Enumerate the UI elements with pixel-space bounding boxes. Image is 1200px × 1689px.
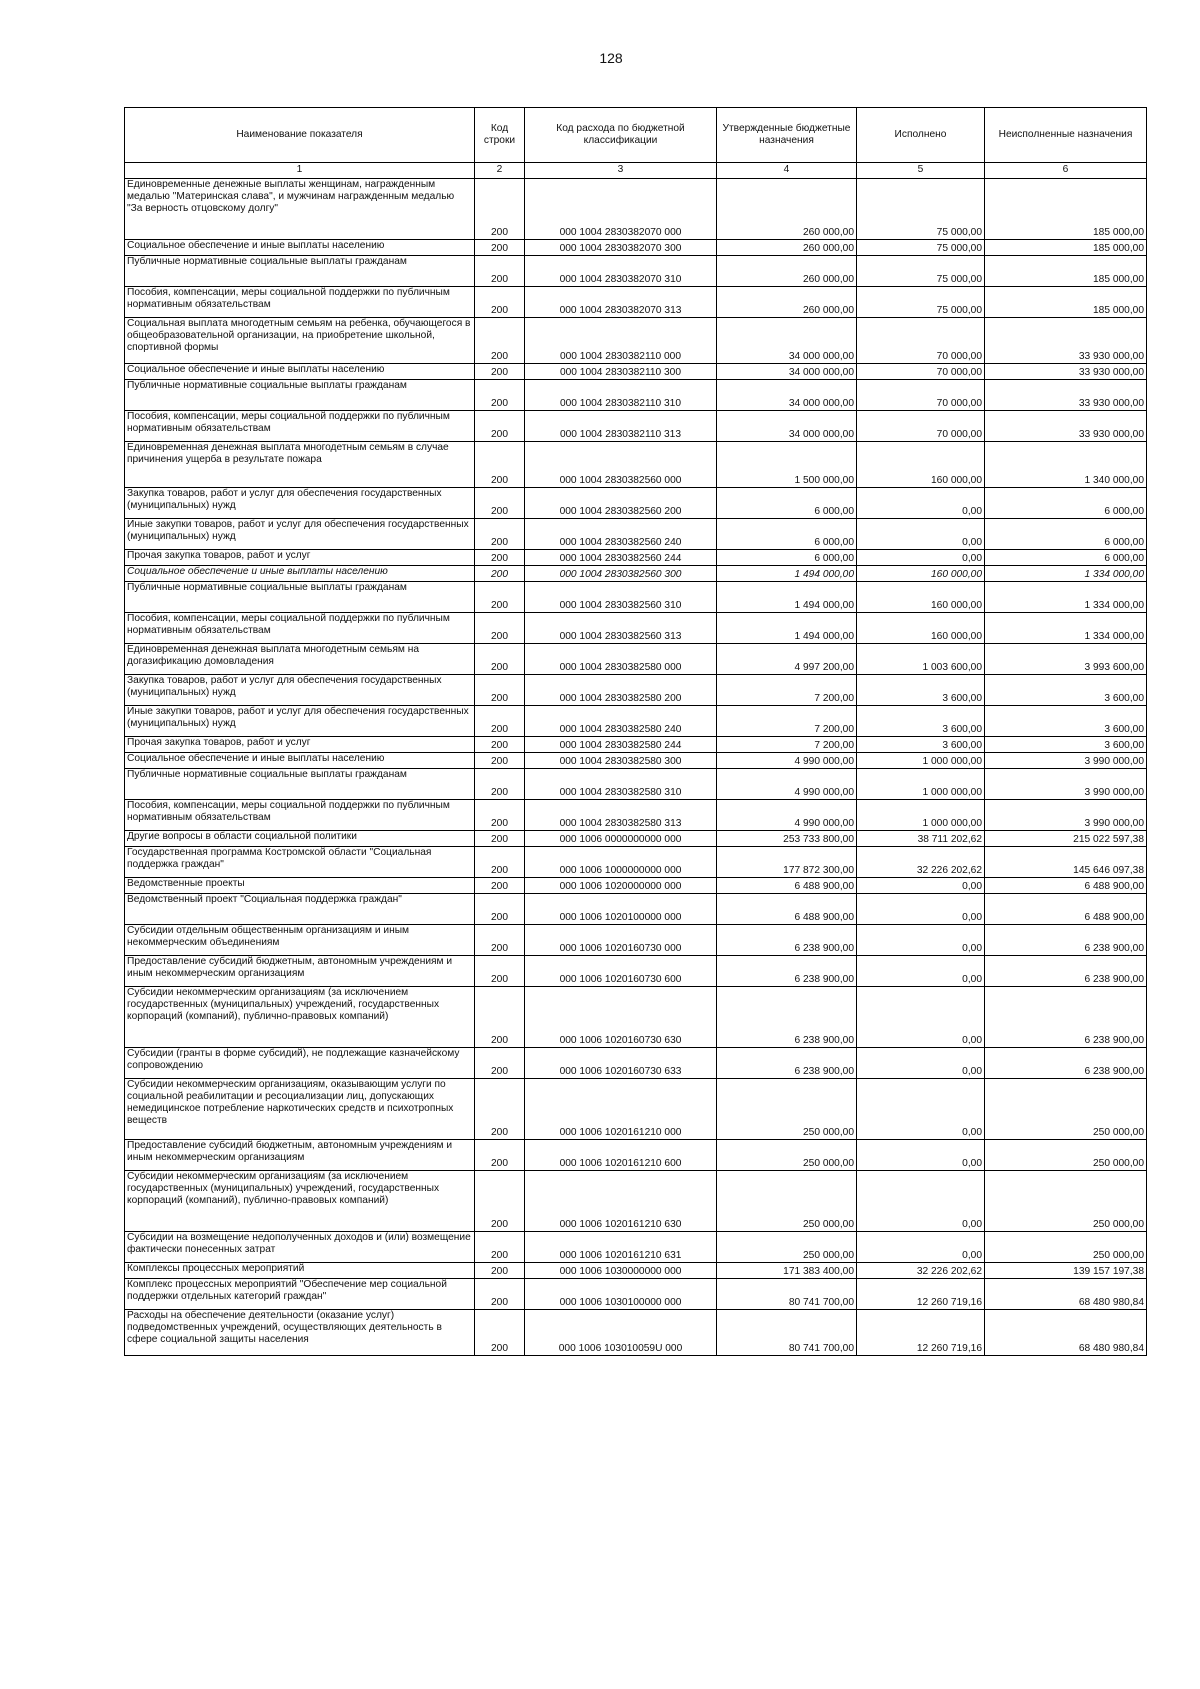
row-unexecuted-amount: 68 480 980,84 — [985, 1310, 1147, 1356]
row-executed-amount: 160 000,00 — [857, 613, 985, 644]
row-unexecuted-amount: 68 480 980,84 — [985, 1279, 1147, 1310]
table-row — [125, 753, 1147, 769]
row-executed-amount: 0,00 — [857, 488, 985, 519]
row-line-code: 200 — [475, 894, 525, 925]
page-number: 128 — [599, 50, 623, 66]
row-line-code: 200 — [475, 925, 525, 956]
row-approved-amount: 6 000,00 — [717, 550, 857, 566]
row-budget-code: 000 1006 1020161210 600 — [525, 1140, 717, 1171]
row-indicator-name: Субсидии на возмещение недополученных доходов и (или) возмещение фактически понесенных затрат — [125, 1232, 475, 1263]
table-row — [125, 737, 1147, 753]
column-number: 1 — [125, 163, 475, 179]
row-unexecuted-amount: 6 238 900,00 — [985, 1048, 1147, 1079]
row-indicator-name: Публичные нормативные социальные выплаты гражданам — [125, 380, 475, 411]
row-budget-code: 000 1004 2830382580 244 — [525, 737, 717, 753]
column-number: 4 — [717, 163, 857, 179]
row-budget-code: 000 1004 2830382580 313 — [525, 800, 717, 831]
row-indicator-name: Субсидии отдельным общественным организациям и иным некоммерческим объединениям — [125, 925, 475, 956]
table-row — [125, 582, 1147, 613]
row-approved-amount: 1 494 000,00 — [717, 566, 857, 582]
row-budget-code: 000 1004 2830382110 300 — [525, 364, 717, 380]
row-line-code: 200 — [475, 488, 525, 519]
table-row — [125, 380, 1147, 411]
row-indicator-name: Прочая закупка товаров, работ и услуг — [125, 737, 475, 753]
row-budget-code: 000 1006 1020161210 630 — [525, 1171, 717, 1232]
table-row — [125, 706, 1147, 737]
row-approved-amount: 260 000,00 — [717, 256, 857, 287]
row-indicator-name: Социальное обеспечение и иные выплаты населению — [125, 566, 475, 582]
row-budget-code: 000 1006 1020100000 000 — [525, 894, 717, 925]
row-unexecuted-amount: 1 340 000,00 — [985, 442, 1147, 488]
table-row — [125, 1279, 1147, 1310]
row-approved-amount: 1 500 000,00 — [717, 442, 857, 488]
row-unexecuted-amount: 3 993 600,00 — [985, 644, 1147, 675]
row-unexecuted-amount: 6 000,00 — [985, 488, 1147, 519]
row-budget-code: 000 1004 2830382560 313 — [525, 613, 717, 644]
row-executed-amount: 3 600,00 — [857, 675, 985, 706]
row-approved-amount: 250 000,00 — [717, 1140, 857, 1171]
row-indicator-name: Закупка товаров, работ и услуг для обеспечения государственных (муниципальных) нужд — [125, 675, 475, 706]
row-budget-code: 000 1006 1020161210 000 — [525, 1079, 717, 1140]
table-row — [125, 519, 1147, 550]
header-row — [125, 108, 1147, 163]
row-line-code: 200 — [475, 380, 525, 411]
row-budget-code: 000 1004 2830382070 313 — [525, 287, 717, 318]
row-executed-amount: 3 600,00 — [857, 706, 985, 737]
row-line-code: 200 — [475, 737, 525, 753]
row-unexecuted-amount: 3 990 000,00 — [985, 753, 1147, 769]
table-row — [125, 1048, 1147, 1079]
row-executed-amount: 0,00 — [857, 1140, 985, 1171]
row-executed-amount: 1 000 000,00 — [857, 753, 985, 769]
table-row — [125, 256, 1147, 287]
table-row — [125, 318, 1147, 364]
row-executed-amount: 70 000,00 — [857, 364, 985, 380]
row-unexecuted-amount: 6 000,00 — [985, 550, 1147, 566]
row-line-code: 200 — [475, 675, 525, 706]
row-budget-code: 000 1006 0000000000 000 — [525, 831, 717, 847]
row-indicator-name: Государственная программа Костромской области "Социальная поддержка граждан" — [125, 847, 475, 878]
row-unexecuted-amount: 1 334 000,00 — [985, 582, 1147, 613]
row-line-code: 200 — [475, 364, 525, 380]
row-line-code: 200 — [475, 1171, 525, 1232]
row-approved-amount: 7 200,00 — [717, 737, 857, 753]
row-approved-amount: 6 238 900,00 — [717, 956, 857, 987]
row-executed-amount: 75 000,00 — [857, 179, 985, 240]
row-budget-code: 000 1004 2830382560 244 — [525, 550, 717, 566]
row-budget-code: 000 1004 2830382560 240 — [525, 519, 717, 550]
row-unexecuted-amount: 6 488 900,00 — [985, 878, 1147, 894]
row-executed-amount: 160 000,00 — [857, 582, 985, 613]
row-approved-amount: 7 200,00 — [717, 675, 857, 706]
column-number-row — [125, 163, 1147, 179]
row-executed-amount: 75 000,00 — [857, 240, 985, 256]
table-row — [125, 847, 1147, 878]
row-executed-amount: 32 226 202,62 — [857, 847, 985, 878]
row-approved-amount: 7 200,00 — [717, 706, 857, 737]
row-indicator-name: Субсидии некоммерческим организациям (за исключением государственных (муниципальных) учреждений, государственных корпораций (компаний), публично-правовых компаний) — [125, 987, 475, 1048]
row-unexecuted-amount: 250 000,00 — [985, 1232, 1147, 1263]
row-unexecuted-amount: 1 334 000,00 — [985, 613, 1147, 644]
row-executed-amount: 1 000 000,00 — [857, 769, 985, 800]
row-budget-code: 000 1006 1000000000 000 — [525, 847, 717, 878]
row-executed-amount: 160 000,00 — [857, 566, 985, 582]
row-unexecuted-amount: 3 600,00 — [985, 675, 1147, 706]
row-executed-amount: 70 000,00 — [857, 411, 985, 442]
row-budget-code: 000 1004 2830382580 000 — [525, 644, 717, 675]
row-indicator-name: Социальное обеспечение и иные выплаты населению — [125, 364, 475, 380]
row-executed-amount: 0,00 — [857, 1079, 985, 1140]
header-line-code: Код строки — [475, 108, 525, 163]
row-unexecuted-amount: 6 000,00 — [985, 519, 1147, 550]
header-indicator-name: Наименование показателя — [125, 108, 475, 163]
row-indicator-name: Предоставление субсидий бюджетным, автономным учреждениям и иным некоммерческим организациям — [125, 956, 475, 987]
row-unexecuted-amount: 215 022 597,38 — [985, 831, 1147, 847]
row-line-code: 200 — [475, 1079, 525, 1140]
row-executed-amount: 1 003 600,00 — [857, 644, 985, 675]
row-indicator-name: Публичные нормативные социальные выплаты гражданам — [125, 256, 475, 287]
row-indicator-name: Пособия, компенсации, меры социальной поддержки по публичным нормативным обязательствам — [125, 411, 475, 442]
row-approved-amount: 34 000 000,00 — [717, 364, 857, 380]
row-indicator-name: Социальное обеспечение и иные выплаты населению — [125, 753, 475, 769]
row-line-code: 200 — [475, 613, 525, 644]
row-unexecuted-amount: 1 334 000,00 — [985, 566, 1147, 582]
row-line-code: 200 — [475, 1310, 525, 1356]
row-unexecuted-amount: 6 238 900,00 — [985, 956, 1147, 987]
row-indicator-name: Пособия, компенсации, меры социальной поддержки по публичным нормативным обязательствам — [125, 287, 475, 318]
row-budget-code: 000 1004 2830382110 313 — [525, 411, 717, 442]
row-budget-code: 000 1004 2830382580 310 — [525, 769, 717, 800]
row-budget-code: 000 1006 1020160730 000 — [525, 925, 717, 956]
row-line-code: 200 — [475, 566, 525, 582]
row-approved-amount: 34 000 000,00 — [717, 318, 857, 364]
row-indicator-name: Социальное обеспечение и иные выплаты населению — [125, 240, 475, 256]
row-line-code: 200 — [475, 240, 525, 256]
row-budget-code: 000 1004 2830382580 240 — [525, 706, 717, 737]
row-executed-amount: 75 000,00 — [857, 256, 985, 287]
row-executed-amount: 160 000,00 — [857, 442, 985, 488]
row-approved-amount: 260 000,00 — [717, 240, 857, 256]
row-line-code: 200 — [475, 318, 525, 364]
table-row — [125, 364, 1147, 380]
row-indicator-name: Пособия, компенсации, меры социальной поддержки по публичным нормативным обязательствам — [125, 800, 475, 831]
row-executed-amount: 3 600,00 — [857, 737, 985, 753]
row-executed-amount: 75 000,00 — [857, 287, 985, 318]
row-unexecuted-amount: 185 000,00 — [985, 179, 1147, 240]
table-row — [125, 1263, 1147, 1279]
row-budget-code: 000 1004 2830382560 300 — [525, 566, 717, 582]
table-row — [125, 287, 1147, 318]
row-unexecuted-amount: 3 600,00 — [985, 706, 1147, 737]
row-line-code: 200 — [475, 831, 525, 847]
row-approved-amount: 1 494 000,00 — [717, 582, 857, 613]
row-approved-amount: 250 000,00 — [717, 1079, 857, 1140]
row-executed-amount: 12 260 719,16 — [857, 1310, 985, 1356]
row-line-code: 200 — [475, 287, 525, 318]
row-approved-amount: 34 000 000,00 — [717, 380, 857, 411]
row-budget-code: 000 1006 103010059U 000 — [525, 1310, 717, 1356]
row-budget-code: 000 1004 2830382580 200 — [525, 675, 717, 706]
row-indicator-name: Прочая закупка товаров, работ и услуг — [125, 550, 475, 566]
row-unexecuted-amount: 185 000,00 — [985, 256, 1147, 287]
row-approved-amount: 1 494 000,00 — [717, 613, 857, 644]
table-row — [125, 987, 1147, 1048]
row-unexecuted-amount: 250 000,00 — [985, 1171, 1147, 1232]
row-indicator-name: Субсидии некоммерческим организациям (за исключением государственных (муниципальных) учреждений, государственных корпораций (компаний), публично-правовых компаний) — [125, 1171, 475, 1232]
row-line-code: 200 — [475, 1048, 525, 1079]
row-line-code: 200 — [475, 753, 525, 769]
table-row — [125, 800, 1147, 831]
row-approved-amount: 6 488 900,00 — [717, 894, 857, 925]
table-row — [125, 550, 1147, 566]
row-approved-amount: 260 000,00 — [717, 287, 857, 318]
row-line-code: 200 — [475, 1279, 525, 1310]
row-unexecuted-amount: 3 600,00 — [985, 737, 1147, 753]
row-approved-amount: 171 383 400,00 — [717, 1263, 857, 1279]
row-approved-amount: 6 238 900,00 — [717, 987, 857, 1048]
row-unexecuted-amount: 3 990 000,00 — [985, 800, 1147, 831]
row-line-code: 200 — [475, 256, 525, 287]
row-budget-code: 000 1006 1020160730 600 — [525, 956, 717, 987]
row-indicator-name: Закупка товаров, работ и услуг для обеспечения государственных (муниципальных) нужд — [125, 488, 475, 519]
row-line-code: 200 — [475, 644, 525, 675]
row-budget-code: 000 1006 1030000000 000 — [525, 1263, 717, 1279]
row-approved-amount: 80 741 700,00 — [717, 1310, 857, 1356]
header-executed: Исполнено — [857, 108, 985, 163]
row-budget-code: 000 1006 1020160730 633 — [525, 1048, 717, 1079]
row-executed-amount: 0,00 — [857, 987, 985, 1048]
row-unexecuted-amount: 250 000,00 — [985, 1140, 1147, 1171]
row-line-code: 200 — [475, 1140, 525, 1171]
table-row — [125, 1171, 1147, 1232]
row-indicator-name: Субсидии некоммерческим организациям, оказывающим услуги по социальной реабилитации и ресоциализации лиц, допускающих немедицинское потребление наркотических средств и психотропных веществ — [125, 1079, 475, 1140]
row-line-code: 200 — [475, 800, 525, 831]
row-budget-code: 000 1004 2830382560 000 — [525, 442, 717, 488]
row-executed-amount: 70 000,00 — [857, 318, 985, 364]
row-approved-amount: 4 990 000,00 — [717, 753, 857, 769]
budget-execution-table — [124, 107, 1147, 1356]
table-row — [125, 1140, 1147, 1171]
table-row — [125, 769, 1147, 800]
row-line-code: 200 — [475, 956, 525, 987]
row-executed-amount: 0,00 — [857, 1232, 985, 1263]
table-row — [125, 831, 1147, 847]
row-unexecuted-amount: 185 000,00 — [985, 287, 1147, 318]
row-approved-amount: 260 000,00 — [717, 179, 857, 240]
row-executed-amount: 0,00 — [857, 1048, 985, 1079]
row-approved-amount: 6 488 900,00 — [717, 878, 857, 894]
table-row — [125, 442, 1147, 488]
header-unexecuted: Неисполненные назначения — [985, 108, 1147, 163]
column-number: 6 — [985, 163, 1147, 179]
row-line-code: 200 — [475, 847, 525, 878]
row-line-code: 200 — [475, 769, 525, 800]
row-approved-amount: 250 000,00 — [717, 1232, 857, 1263]
row-indicator-name: Комплекс процессных мероприятий "Обеспечение мер социальной поддержки отдельных категорий граждан" — [125, 1279, 475, 1310]
header-approved: Утвержденные бюджетные назначения — [717, 108, 857, 163]
row-unexecuted-amount: 33 930 000,00 — [985, 364, 1147, 380]
table-row — [125, 411, 1147, 442]
row-executed-amount: 0,00 — [857, 519, 985, 550]
row-unexecuted-amount: 139 157 197,38 — [985, 1263, 1147, 1279]
row-line-code: 200 — [475, 987, 525, 1048]
row-line-code: 200 — [475, 411, 525, 442]
table-row — [125, 240, 1147, 256]
row-unexecuted-amount: 250 000,00 — [985, 1079, 1147, 1140]
row-unexecuted-amount: 6 238 900,00 — [985, 925, 1147, 956]
row-approved-amount: 80 741 700,00 — [717, 1279, 857, 1310]
row-approved-amount: 177 872 300,00 — [717, 847, 857, 878]
row-unexecuted-amount: 145 646 097,38 — [985, 847, 1147, 878]
row-unexecuted-amount: 185 000,00 — [985, 240, 1147, 256]
row-budget-code: 000 1004 2830382070 310 — [525, 256, 717, 287]
row-line-code: 200 — [475, 519, 525, 550]
row-line-code: 200 — [475, 706, 525, 737]
row-executed-amount: 0,00 — [857, 550, 985, 566]
row-indicator-name: Предоставление субсидий бюджетным, автономным учреждениям и иным некоммерческим организациям — [125, 1140, 475, 1171]
table-row — [125, 894, 1147, 925]
row-approved-amount: 253 733 800,00 — [717, 831, 857, 847]
table-row — [125, 675, 1147, 706]
row-unexecuted-amount: 6 238 900,00 — [985, 987, 1147, 1048]
row-indicator-name: Иные закупки товаров, работ и услуг для обеспечения государственных (муниципальных) нужд — [125, 706, 475, 737]
row-indicator-name: Комплексы процессных мероприятий — [125, 1263, 475, 1279]
table-row — [125, 1232, 1147, 1263]
row-executed-amount: 0,00 — [857, 878, 985, 894]
row-executed-amount: 0,00 — [857, 1171, 985, 1232]
row-budget-code: 000 1004 2830382580 300 — [525, 753, 717, 769]
row-line-code: 200 — [475, 442, 525, 488]
row-line-code: 200 — [475, 1263, 525, 1279]
column-number: 5 — [857, 163, 985, 179]
row-indicator-name: Социальная выплата многодетным семьям на ребенка, обучающегося в общеобразовательной организации, на приобретение школьной, спортивной формы — [125, 318, 475, 364]
row-indicator-name: Другие вопросы в области социальной политики — [125, 831, 475, 847]
row-budget-code: 000 1004 2830382070 000 — [525, 179, 717, 240]
column-number: 2 — [475, 163, 525, 179]
row-indicator-name: Единовременные денежные выплаты женщинам, награжденным медалью "Материнская слава", и мужчинам награжденным медалью "За верность отцовскому долгу" — [125, 179, 475, 240]
header-budget-code: Код расхода по бюджетной классификации — [525, 108, 717, 163]
row-budget-code: 000 1006 1020160730 630 — [525, 987, 717, 1048]
table-row — [125, 566, 1147, 582]
row-budget-code: 000 1006 1020000000 000 — [525, 878, 717, 894]
row-indicator-name: Единовременная денежная выплата многодетным семьям в случае причинения ущерба в результате пожара — [125, 442, 475, 488]
table-row — [125, 956, 1147, 987]
row-indicator-name: Публичные нормативные социальные выплаты гражданам — [125, 769, 475, 800]
row-unexecuted-amount: 33 930 000,00 — [985, 411, 1147, 442]
row-budget-code: 000 1004 2830382560 310 — [525, 582, 717, 613]
row-line-code: 200 — [475, 179, 525, 240]
row-executed-amount: 0,00 — [857, 925, 985, 956]
row-indicator-name: Ведомственный проект "Социальная поддержка граждан" — [125, 894, 475, 925]
table-row — [125, 1079, 1147, 1140]
row-indicator-name: Публичные нормативные социальные выплаты гражданам — [125, 582, 475, 613]
row-indicator-name: Расходы на обеспечение деятельности (оказание услуг) подведомственных учреждений, осуществляющих деятельность в сфере социальной защиты населения — [125, 1310, 475, 1356]
row-executed-amount: 32 226 202,62 — [857, 1263, 985, 1279]
row-budget-code: 000 1004 2830382070 300 — [525, 240, 717, 256]
row-unexecuted-amount: 3 990 000,00 — [985, 769, 1147, 800]
row-indicator-name: Иные закупки товаров, работ и услуг для обеспечения государственных (муниципальных) нужд — [125, 519, 475, 550]
row-approved-amount: 4 990 000,00 — [717, 769, 857, 800]
table-row — [125, 488, 1147, 519]
table-row — [125, 925, 1147, 956]
row-indicator-name: Пособия, компенсации, меры социальной поддержки по публичным нормативным обязательствам — [125, 613, 475, 644]
row-budget-code: 000 1004 2830382560 200 — [525, 488, 717, 519]
table-row — [125, 878, 1147, 894]
row-indicator-name: Ведомственные проекты — [125, 878, 475, 894]
row-line-code: 200 — [475, 582, 525, 613]
row-indicator-name: Единовременная денежная выплата многодетным семьям на догазификацию домовладения — [125, 644, 475, 675]
row-line-code: 200 — [475, 550, 525, 566]
row-indicator-name: Субсидии (гранты в форме субсидий), не подлежащие казначейскому сопровождению — [125, 1048, 475, 1079]
row-unexecuted-amount: 33 930 000,00 — [985, 318, 1147, 364]
row-budget-code: 000 1004 2830382110 000 — [525, 318, 717, 364]
row-executed-amount: 12 260 719,16 — [857, 1279, 985, 1310]
row-approved-amount: 34 000 000,00 — [717, 411, 857, 442]
row-line-code: 200 — [475, 878, 525, 894]
row-unexecuted-amount: 33 930 000,00 — [985, 380, 1147, 411]
row-executed-amount: 38 711 202,62 — [857, 831, 985, 847]
table-row — [125, 1310, 1147, 1356]
row-approved-amount: 6 000,00 — [717, 519, 857, 550]
row-approved-amount: 6 238 900,00 — [717, 1048, 857, 1079]
row-budget-code: 000 1006 1020161210 631 — [525, 1232, 717, 1263]
table-row — [125, 179, 1147, 240]
row-line-code: 200 — [475, 1232, 525, 1263]
table-row — [125, 613, 1147, 644]
row-unexecuted-amount: 6 488 900,00 — [985, 894, 1147, 925]
row-executed-amount: 1 000 000,00 — [857, 800, 985, 831]
row-approved-amount: 6 238 900,00 — [717, 925, 857, 956]
row-approved-amount: 4 997 200,00 — [717, 644, 857, 675]
row-approved-amount: 4 990 000,00 — [717, 800, 857, 831]
row-executed-amount: 70 000,00 — [857, 380, 985, 411]
row-approved-amount: 250 000,00 — [717, 1171, 857, 1232]
row-budget-code: 000 1004 2830382110 310 — [525, 380, 717, 411]
row-approved-amount: 6 000,00 — [717, 488, 857, 519]
row-budget-code: 000 1006 1030100000 000 — [525, 1279, 717, 1310]
column-number: 3 — [525, 163, 717, 179]
table-row — [125, 644, 1147, 675]
row-executed-amount: 0,00 — [857, 894, 985, 925]
row-executed-amount: 0,00 — [857, 956, 985, 987]
